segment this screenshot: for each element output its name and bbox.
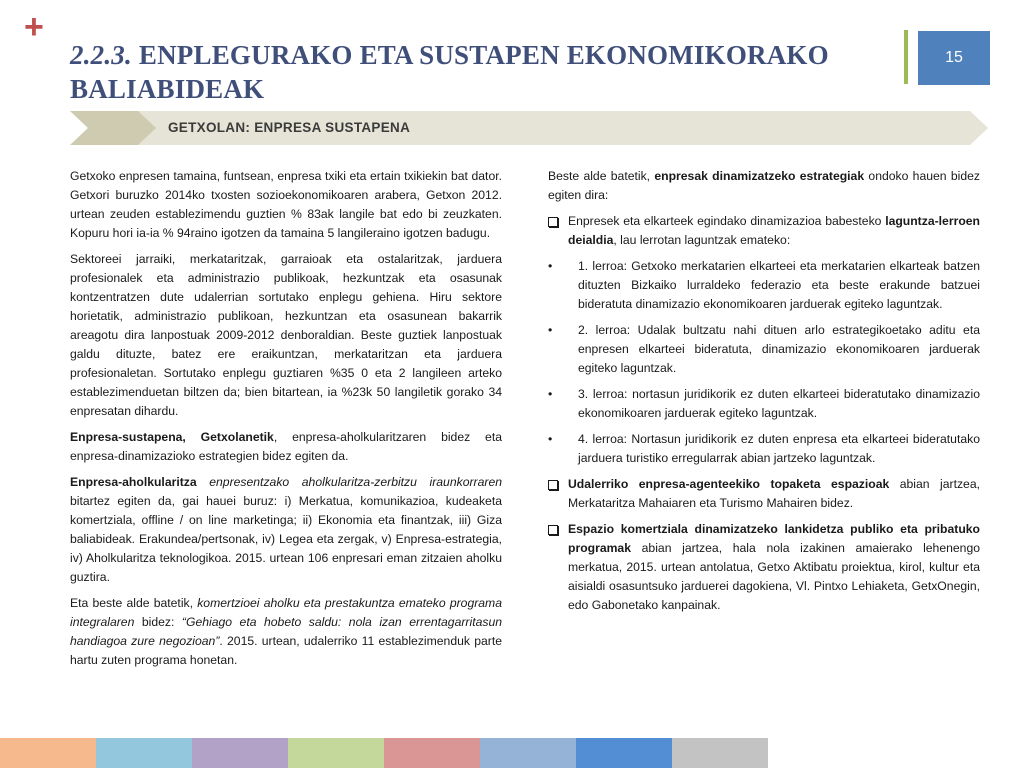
- bold-text: Udalerriko enpresa-agenteekiko topaketa espazioak: [568, 477, 890, 491]
- paragraph-sectors: Sektoreei jarraiki, merkataritzak, garraioak eta ostalaritzak, jarduera profesionalek eta administrazio publikoak, hezkuntzak eta osasunak kontzentratzen dute udalerrian sortutako enplegu gehiena. Hiru sektore horietatik, administrazio publikoan, hezkuntzan eta osasunean bakarrik areagotu dira lanpostuak 2009-2012 denboraldian. Beste guztiek lanpostuak galdu dituzte, batez ere eraikuntzan, merkataritzan eta jarduera profesionaletan. Sortutako enplegu guztiaren %35 0 eta 2 langileen arteko establezimenduetan biltzen da; bien bitartean, ia %23k 50 langiletik gorako 34 enpresatan dihardu.: [70, 252, 502, 418]
- italic-text: komertzioei aholku eta prestakuntza emateko programa integralaren: [70, 596, 502, 629]
- paragraph-business-advice: [70, 473, 502, 587]
- text: 4. lerroa: Nortasun juridikorik ez duten enpresa eta elkarteei bideratutako jarduera turistiko erregularrak abian jartzeko laguntzak.: [578, 432, 980, 465]
- paragraph-strategies-intro: [548, 167, 980, 205]
- color-segment: [576, 738, 672, 768]
- bold-text: Espazio komertziala dinamizatzeko lankidetza publiko eta pribatuko programak: [568, 522, 980, 555]
- color-segment: [192, 738, 288, 768]
- plus-mark: +: [24, 8, 44, 46]
- paragraph-company-size: Getxoko enpresen tamaina, funtsean, enpresa txiki eta ertain txikiekin bat dator. Getxori buruzko 2014ko txosten sozioekonomikoaren arabera, Getxon 2012. urtean zeuden establezimendu guztien % 83ak langile bat edo bi zeuzkaten. Kopuru hori ia-ia % 94raino igotzen da tamaina 5 langileraino igotzen badugu.: [70, 169, 502, 240]
- text: 2. lerroa: Udalak bultzatu nahi dituen arlo estrategikoetako aditu eta enpresen elkarteei bideratuta, dinamizazio ekonomikoaren jarduerak egiteko laguntzak.: [578, 323, 980, 375]
- bold-text: enpresak dinamizatzeko estrategiak: [654, 169, 865, 183]
- title-number: 2.2.3.: [70, 40, 132, 70]
- title-divider: [904, 30, 908, 84]
- list-item-line-3: [548, 385, 980, 423]
- checkbox-icon: [548, 475, 558, 496]
- paragraph-business-promotion: [70, 428, 502, 466]
- color-segment: [288, 738, 384, 768]
- left-column: [70, 167, 502, 677]
- color-segment: [96, 738, 192, 768]
- bullet-icon: •: [548, 432, 553, 446]
- list-item-grants: [548, 212, 980, 250]
- checkbox-icon: [548, 212, 558, 233]
- title-text: ENPLEGURAKO ETA SUSTAPEN EKONOMIKORAKO BALIABIDEAK: [70, 40, 829, 104]
- italic-text: enpresentzako aholkularitza-zerbitzu iraunkorraren: [196, 475, 502, 489]
- text: . 2015. urtean, udalerriko 11 establezimenduk parte hartu zuten programa honetan.: [70, 634, 502, 667]
- bullet-icon: •: [548, 259, 553, 273]
- color-segment: [480, 738, 576, 768]
- banner-title: GETXOLAN: ENPRESA SUSTAPENA: [168, 120, 411, 135]
- page-title: [70, 38, 900, 106]
- text: bitartez egiten da, gai hauei buruz: i) Merkatua, komunikazioa, kudeaketa komertziala, offline / on line marketinga; ii) Ekonomia eta finantzak, iii) Giza baliabideak. Erakundea/pertsonak, iv) Legea eta zergak, v) Enpresa-estrategia, iv) Aholkularitza teknologikoa. 2015. urtean 106 enpresari eman zitzaien aholku guztira.: [70, 494, 502, 584]
- page-number: 15: [918, 31, 990, 85]
- list-item-line-4: [548, 430, 980, 468]
- list-item-line-1: [548, 257, 980, 314]
- text: abian jartzea, hala nola izakinen amaierako lehenengo merkatua, 2015. urtean antolatua, Getxo Aktibatu proiektua, kirol, kultur eta aisialdi osasuntsuko jarduerei dagokiena, Vl. Pintxo Lehiaketa, GetxOnegin, edo Gabonetako kanpainak.: [568, 541, 980, 612]
- bold-text: Enpresa-aholkularitza: [70, 475, 197, 489]
- paragraph-commerce-program: [70, 594, 502, 670]
- list-item-meeting-spaces: [548, 475, 980, 513]
- checkbox-icon: [548, 520, 558, 541]
- italic-text: “Gehiago eta hobeto saldu: nola izan errentagarritasun handiagoa zure negozioan”: [70, 615, 503, 648]
- footer-color-bar: [0, 738, 768, 768]
- section-banner: [70, 111, 990, 145]
- text: Enpresek eta elkarteek egindako dinamizazioa babesteko: [568, 214, 886, 228]
- color-segment: [672, 738, 768, 768]
- bold-text: Enpresa-sustapena, Getxolanetik: [70, 430, 274, 444]
- list-item-line-2: [548, 321, 980, 378]
- text: 3. lerroa: nortasun juridikorik ez duten elkarteei bideratutako dinamizazio ekonomikoaren jarduerak egiteko laguntzak.: [578, 387, 980, 420]
- bullet-icon: •: [548, 387, 553, 401]
- color-segment: [0, 738, 96, 768]
- text: , lau lerrotan laguntzak emateko:: [613, 233, 791, 247]
- text: bidez:: [134, 615, 182, 629]
- banner-arrow: [70, 111, 156, 145]
- text: Eta beste alde batetik,: [70, 596, 198, 610]
- color-segment: [384, 738, 480, 768]
- list-item-collaboration-programs: [548, 520, 980, 615]
- bullet-icon: •: [548, 323, 553, 337]
- text: , enpresa-aholkularitzaren bidez eta enpresa-dinamizazioko estrategien bidez egiten da.: [70, 430, 502, 463]
- text: 1. lerroa: Getxoko merkatarien elkarteei eta merkatarien elkarteak batzen dituzten Bizkaiko lurraldeko federazio eta beste erakunde batzuei bideratuta dinamizazio ekonomikoaren jarduerak egiteko laguntzak.: [578, 259, 980, 311]
- text: abian jartzea, Merkataritza Mahaiaren eta Turismo Mahairen bidez.: [568, 477, 980, 510]
- right-column: [548, 167, 980, 622]
- bold-text: laguntza-lerroen deialdia: [568, 214, 980, 247]
- text: Beste alde batetik,: [548, 169, 655, 183]
- text: ondoko hauen bidez egiten dira:: [548, 169, 980, 202]
